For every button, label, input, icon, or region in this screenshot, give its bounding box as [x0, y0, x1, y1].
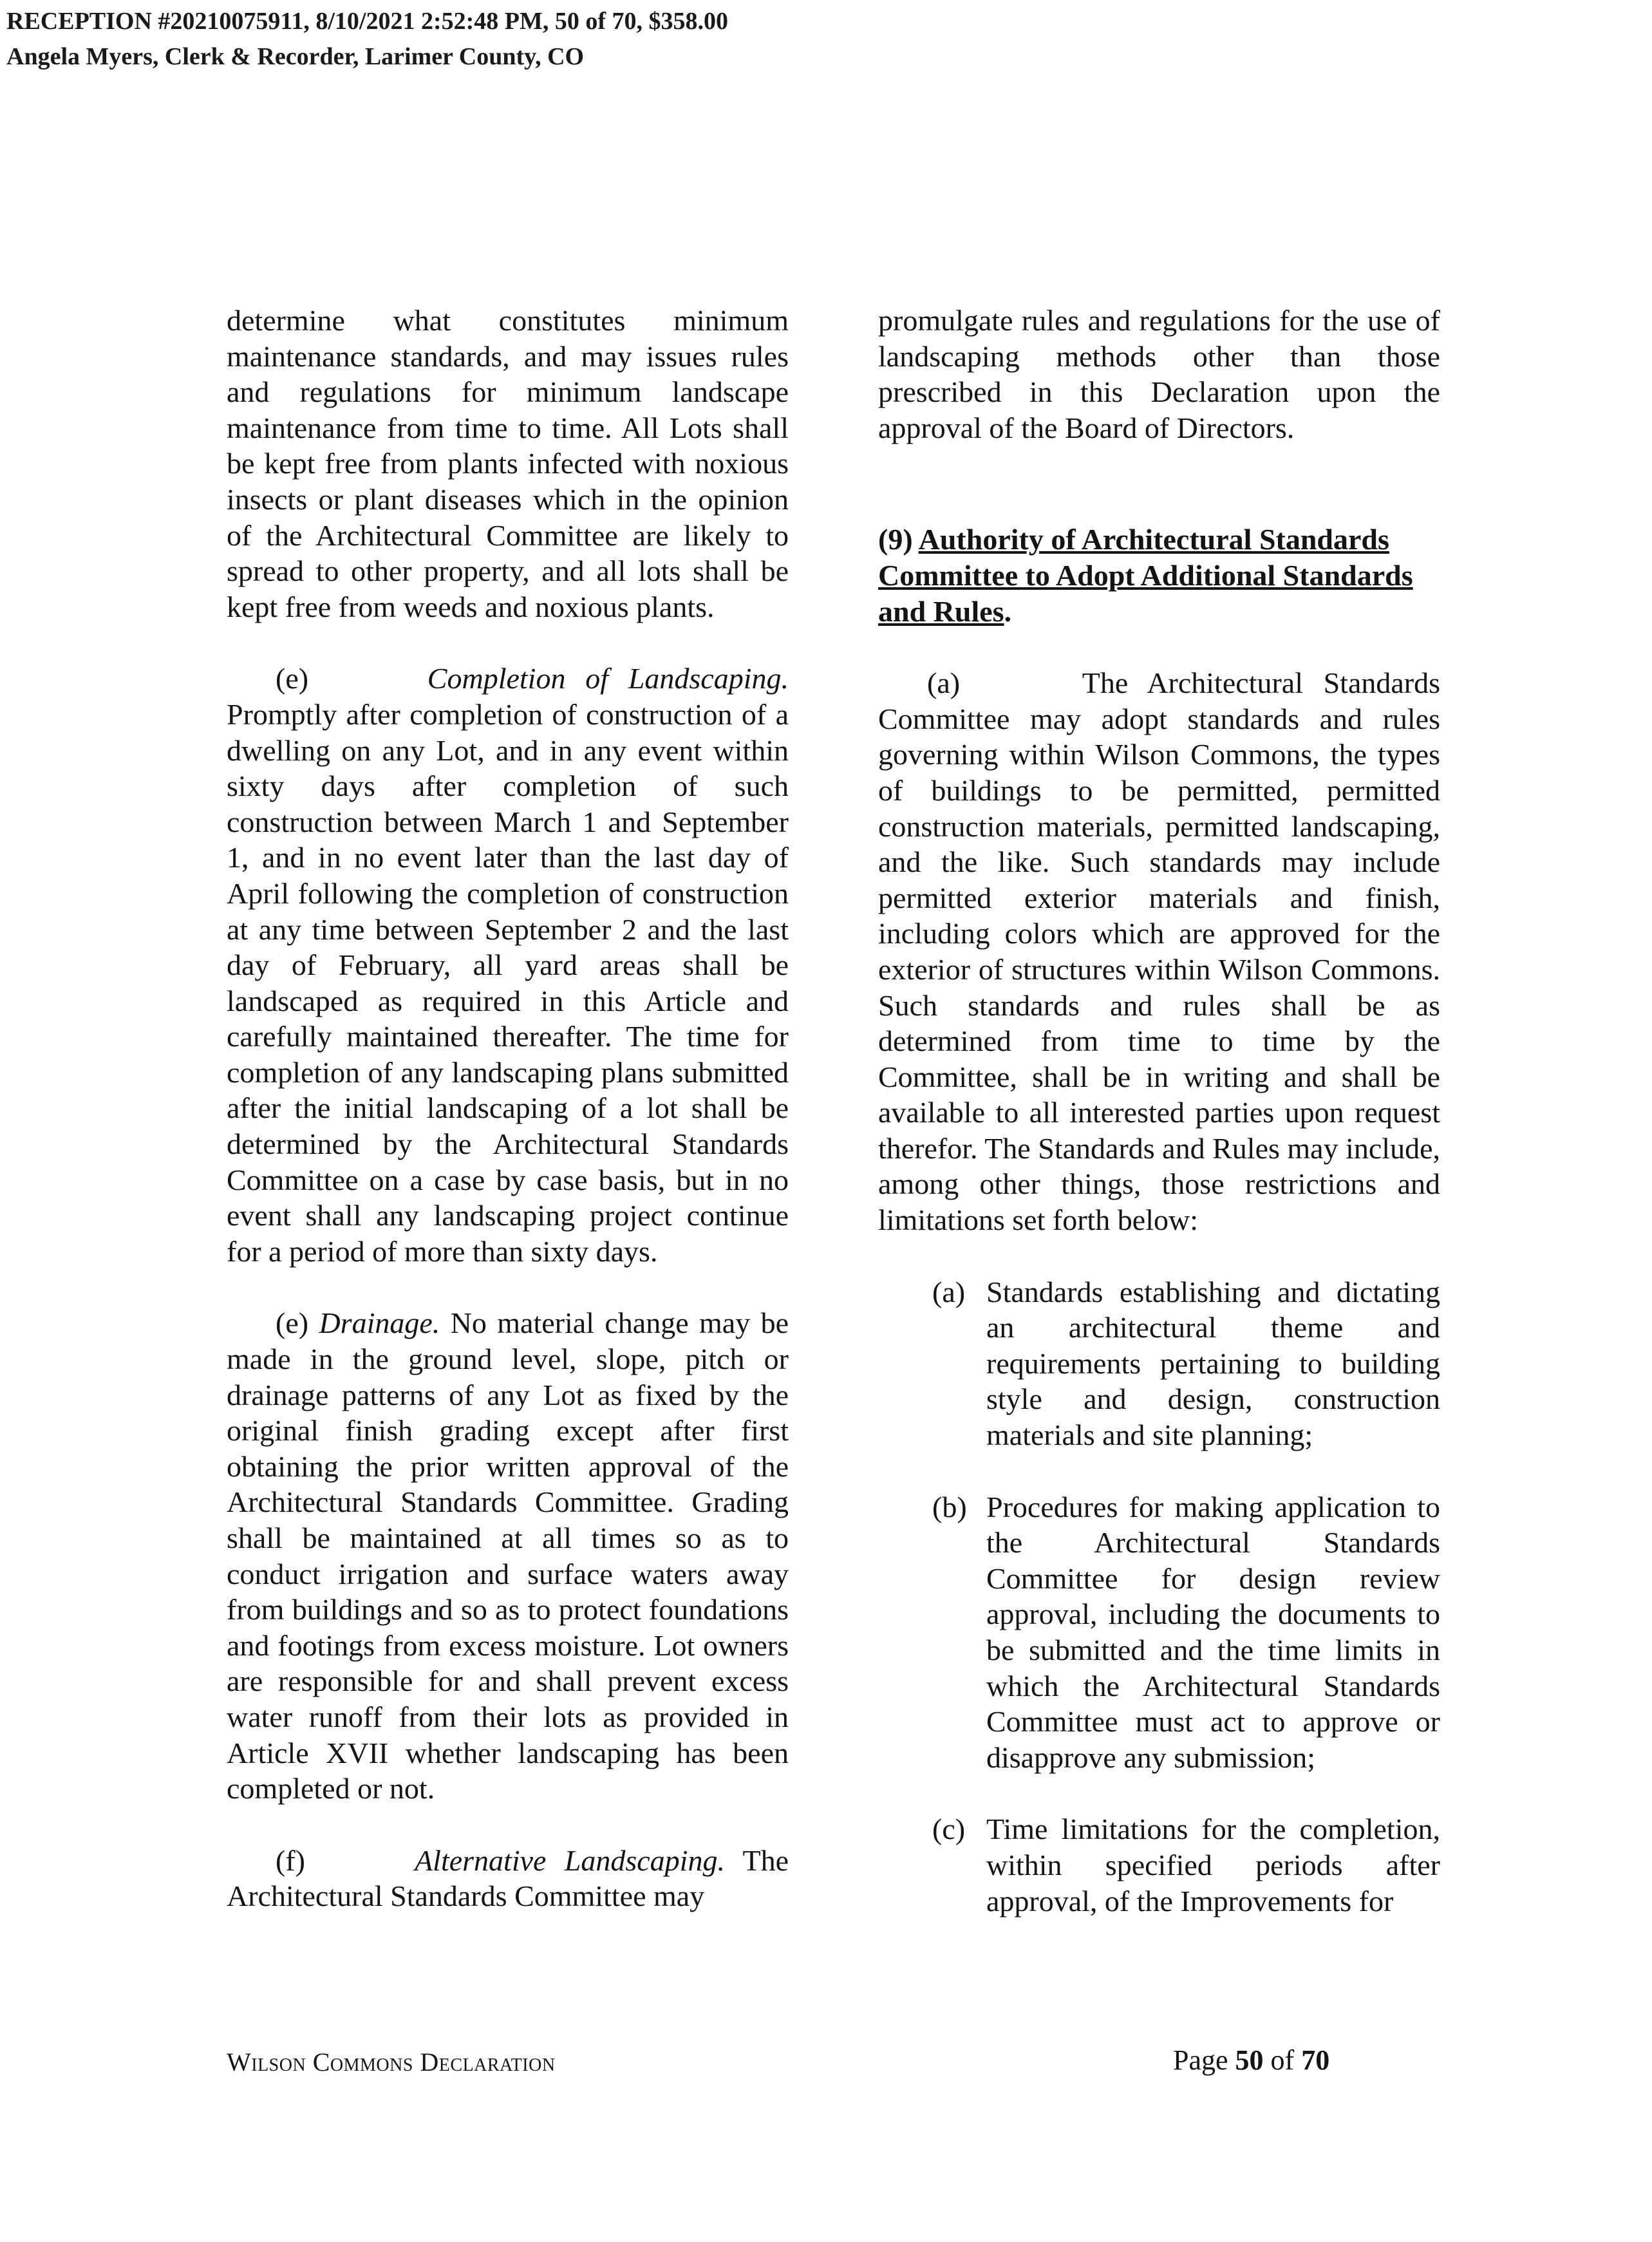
- paragraph-alternative-landscaping: [227, 1843, 789, 1914]
- section-title: Alternative Landscaping.: [415, 1843, 725, 1877]
- standards-list: [878, 1274, 1440, 1919]
- section-text: The Architectural Standards Committee may adopt standards and rules governing within Wilson Commons, the types of buildings to be permitted, permitted construction materials, permitted landscaping, and the like. Such standards may include permitted exterior materials and finish, including colors which are approved for the exterior of structures within Wilson Commons. Such standards and rules shall be as determined from time to time by the Committee, shall be in writing and shall be available to all interested parties upon request therefor. The Standards and Rules may include, among other things, those restrictions and limitations set forth below:: [878, 666, 1440, 1237]
- footer-document-title: Wilson Commons Declaration: [227, 2048, 556, 2077]
- heading-number: (9): [878, 523, 913, 556]
- paragraph-drainage: [227, 1305, 789, 1806]
- section-text: The Architectural Standards Committee may: [227, 1843, 789, 1913]
- section-title: Drainage.: [319, 1306, 440, 1340]
- section-label: (a): [927, 666, 961, 700]
- list-item-label: (b): [932, 1490, 967, 1523]
- heading-period: .: [1004, 594, 1012, 628]
- recording-stamp: [6, 4, 728, 75]
- section-text: No material change may be made in the ground level, slope, pitch or drainage patterns of any Lot as fixed by the original finish grading except after first obtaining the prior written approval of the Architectural Standards Committee. Grading shall be maintained at all times so as to conduct irrigation and surface waters away from buildings and so as to protect foundations and footings from excess moisture. Lot owners are responsible for and shall prevent excess water runoff from their lots as provided in Article XVII whether landscaping has been completed or not.: [227, 1306, 789, 1805]
- list-item-label: (a): [932, 1275, 966, 1308]
- section-text: Promptly after completion of construction of a dwelling on any Lot, and in any event within sixty days after completion of such construction between March 1 and September 1, and in no event later than the last day of April following the completion of construction at any time between September 2 and the last day of February, all yard areas shall be landscaped as required in this Article and carefully maintained thereafter. The time for completion of any landscaping plans submitted after the initial landscaping of a lot shall be determined by the Architectural Standards Committee on a case by case basis, but in no event shall any landscaping project continue for a period of more than sixty days.: [227, 697, 789, 1268]
- section-label: (f): [276, 1843, 305, 1877]
- list-item-text: Time limitations for the completion, within specified periods after approval, of the Improvements for: [986, 1813, 1440, 1917]
- heading-title: Authority of Architectural Standards Committee to Adopt Additional Standards and Rules: [878, 523, 1413, 628]
- list-item: [932, 1489, 1440, 1776]
- section-label: (e): [276, 662, 309, 695]
- paragraph-completion-of-landscaping: [227, 661, 789, 1269]
- list-item: [932, 1811, 1440, 1919]
- paragraph-promulgate-rules: promulgate rules and regulations for the use of landscaping methods other than those prescribed in this Declaration upon the approval of the Board of Directors.: [878, 304, 1440, 444]
- page-total: 70: [1301, 2044, 1330, 2076]
- paragraph-maintenance-standards: determine what constitutes minimum maintenance standards, and may issues rules and regulations for minimum landscape maintenance from time to time. All Lots shall be kept free from plants infected with noxious insects or plant diseases which in the opinion of the Architectural Committee are likely to spread to other property, and all lots shall be kept free from weeds and noxious plants.: [227, 304, 789, 623]
- list-item-label: (c): [932, 1813, 966, 1846]
- page-prefix: Page: [1173, 2044, 1228, 2076]
- paragraph-committee-standards: [878, 665, 1440, 1238]
- section-title: Completion of Landscaping.: [427, 662, 789, 695]
- reception-line: RECEPTION #20210075911, 8/10/2021 2:52:48 PM, 50 of 70, $358.00: [6, 8, 728, 35]
- page-current: 50: [1235, 2044, 1264, 2076]
- left-column: [227, 303, 789, 1914]
- section-label: (e): [276, 1306, 309, 1340]
- footer-page-number: [1173, 2042, 1329, 2078]
- clerk-line: Angela Myers, Clerk & Recorder, Larimer County, CO: [6, 43, 585, 70]
- section-heading: [878, 522, 1440, 629]
- list-item-text: Standards establishing and dictating an architectural theme and requirements pertaining to building style and design, construction materials and site planning;: [986, 1275, 1440, 1452]
- right-column: [878, 303, 1440, 1919]
- page-of: of: [1270, 2044, 1295, 2076]
- list-item-text: Procedures for making application to the Architectural Standards Committee for design review approval, including the documents to be submitted and the time limits in which the Architectural Standards Committee must act to approve or disapprove any submission;: [986, 1490, 1440, 1774]
- list-item: [932, 1274, 1440, 1453]
